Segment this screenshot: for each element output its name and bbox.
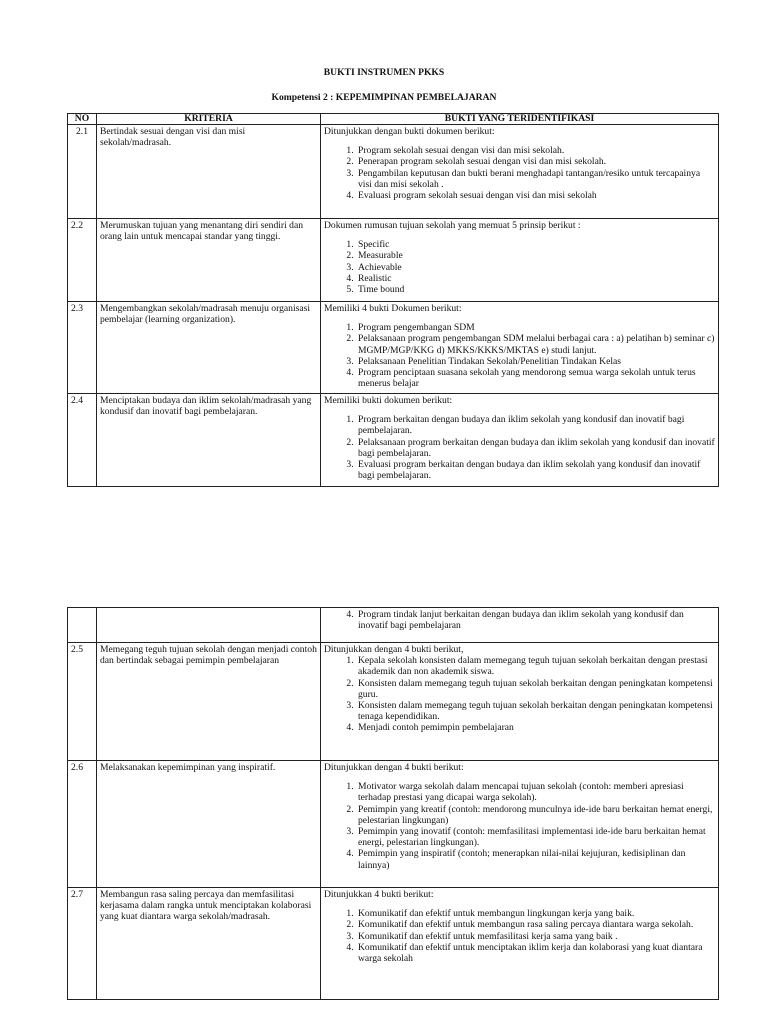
evidence-item: 1. Motivator warga sekolah dalam mencapai tujuan sekolah (contoh: memberi apresiasi terhadap prestasi yang dicapai warga sekolah).: [356, 781, 715, 803]
evidence-item: 4. Realistic: [356, 273, 715, 284]
table-header-row: [68, 114, 719, 125]
evidence-intro: Memiliki 4 bukti Dokumen berikut:: [324, 303, 462, 314]
row-criteria: Melaksanakan kepemimpinan yang inspiratif.: [97, 761, 321, 888]
evidence-item: 3. Komunikatif dan efektif untuk memfasilitasi kerja sama yang baik .: [356, 931, 715, 942]
evidence-item: 4. Program penciptaan suasana sekolah yang mendorong semua warga sekolah untuk terus menerus belajar: [356, 367, 715, 389]
table-row: [68, 888, 719, 1000]
evidence-item: 1. Kepala sekolah konsisten dalam memegang teguh tujuan sekolah berkaitan dengan prestasi akademik dan non akademik siswa.: [356, 655, 715, 677]
row-number: 2.1: [68, 125, 97, 219]
table-row: [68, 643, 719, 761]
continued-list: [324, 609, 715, 631]
row-criteria: Merumuskan tujuan yang menantang diri sendiri dan orang lain untuk mencapai standar yang tinggi.: [97, 219, 321, 302]
evidence-intro: Memiliki bukti dokumen berikut:: [324, 395, 453, 406]
row-criteria: Membangun rasa saling percaya dan memfasilitasi kerjasama dalam rangka untuk menciptakan kolaborasi yang kuat diantara warga sekolah/madrasah.: [97, 888, 321, 1000]
evidence-item: 1. Komunikatif dan efektif untuk membangun lingkungan kerja yang baik.: [356, 908, 715, 919]
evidence-intro: Ditunjukkan 4 bukti berikut:: [324, 889, 434, 900]
row-criteria: Memegang teguh tujuan sekolah dengan menjadi contoh dan bertindak sebagai pemimpin pembelajaran: [97, 643, 321, 761]
row-number: 2.6: [68, 761, 97, 888]
row-number: [68, 608, 97, 643]
row-number: 2.7: [68, 888, 97, 1000]
row-evidence: [321, 394, 719, 487]
evidence-item: 2. Pelaksanaan program pengembangan SDM melalui berbagai cara : a) pelatihan b) seminar c) MGMP/MGP/KKG d) MKKS/KKKS/MKTAS e) studi lanjut.: [356, 333, 715, 355]
evidence-intro: Dokumen rumusan tujuan sekolah yang memuat 5 prinsip berikut :: [324, 220, 581, 231]
evidence-item: 3. Pemimpin yang inovatif (contoh: memfasilitasi implementasi ide-ide baru berkaitan hemat energi, pelestarian lingkungan).: [356, 826, 715, 848]
criteria-table: [67, 113, 719, 487]
row-number: 2.4: [68, 394, 97, 487]
header-no: NO: [68, 114, 97, 125]
evidence-item: 3. Pelaksanaan Penelitian Tindakan Sekolah/Penelitian Tindakan Kelas: [356, 356, 715, 367]
evidence-item: 5. Time bound: [356, 284, 715, 295]
row-criteria: Mengembangkan sekolah/madrasah menuju organisasi pembelajar (learning organization).: [97, 302, 321, 394]
evidence-item: 1. Program berkaitan dengan budaya dan iklim sekolah yang kondusif dan inovatif bagi pembelajaran.: [356, 414, 715, 436]
document-title: BUKTI INSTRUMEN PKKS: [323, 67, 445, 78]
evidence-item: 1. Specific: [356, 239, 715, 250]
evidence-item: 3. Evaluasi program berkaitan dengan budaya dan iklim sekolah yang kondusif dan inovatif bagi pembelajaran.: [356, 459, 715, 481]
evidence-item: 4. Pemimpin yang inspiratif (contoh; menerapkan nilai-nilai kejujuran, kedisiplinan dan lainnya): [356, 848, 715, 870]
header-kriteria: KRITERIA: [97, 114, 321, 125]
row-evidence: [321, 643, 719, 761]
evidence-item: 3. Konsisten dalam memegang teguh tujuan sekolah berkaitan dengan peningkatan kompetensi tenaga kependidikan.: [356, 700, 715, 722]
table-row: [68, 302, 719, 394]
row-evidence: [321, 761, 719, 888]
evidence-intro: Ditunjukkan dengan 4 bukti berikut,: [324, 644, 464, 655]
evidence-item: 4. Menjadi contoh pemimpin pembelajaran: [356, 722, 715, 733]
evidence-item: 2. Measurable: [356, 250, 715, 261]
evidence-item: 2. Pemimpin yang kreatif (contoh: mendorong munculnya ide-ide baru berkaitan hemat energi, pelestarian lingkungan): [356, 804, 715, 826]
row-number: 2.3: [68, 302, 97, 394]
row-evidence: [321, 219, 719, 302]
document-subtitle: Kompetensi 2 : KEPEMIMPINAN PEMBELAJARAN: [271, 92, 497, 103]
row-criteria: [97, 608, 321, 643]
evidence-item: 2. Konsisten dalam memegang teguh tujuan sekolah berkaitan dengan peningkatan kompetensi guru.: [356, 678, 715, 700]
criteria-table-continued: [67, 607, 719, 1000]
evidence-item: 2. Pelaksanaan program berkaitan dengan budaya dan iklim sekolah yang kondusif dan inovatif bagi pembelajaran.: [356, 437, 715, 459]
evidence-intro: Ditunjukkan dengan bukti dokumen berikut:: [324, 126, 495, 137]
row-criteria: Bertindak sesuai dengan visi dan misi sekolah/madrasah.: [97, 125, 321, 219]
header-bukti: BUKTI YANG TERIDENTIFIKASI: [321, 114, 719, 125]
table-row: [68, 608, 719, 643]
table-row: [68, 761, 719, 888]
evidence-item: 4. Komunikatif dan efektif untuk menciptakan iklim kerja dan kolaborasi yang kuat diantara warga sekolah: [356, 942, 715, 964]
evidence-item: 4. Program tindak lanjut berkaitan dengan budaya dan iklim sekolah yang kondusif dan inovatif bagi pembelajaran: [356, 609, 715, 631]
evidence-item: 2. Penerapan program sekolah sesuai dengan visi dan misi sekolah.: [356, 156, 715, 167]
row-evidence: [321, 608, 719, 643]
row-number: 2.5: [68, 643, 97, 761]
table-row: [68, 394, 719, 487]
evidence-item: 4. Evaluasi program sekolah sesuai dengan visi dan misi sekolah: [356, 190, 715, 201]
evidence-intro: Ditunjukkan dengan 4 bukti berikut:: [324, 762, 464, 773]
evidence-item: 1. Program sekolah sesuai dengan visi dan misi sekolah.: [356, 145, 715, 156]
row-number: 2.2: [68, 219, 97, 302]
row-evidence: [321, 888, 719, 1000]
evidence-item: 3. Achievable: [356, 262, 715, 273]
evidence-item: 3. Pengambilan keputusan dan bukti berani menghadapi tantangan/resiko untuk tercapainya visi dan misi sekolah .: [356, 168, 715, 190]
table-row: [68, 219, 719, 302]
evidence-item: 2. Komunikatif dan efektif untuk membangun rasa saling percaya diantara warga sekolah.: [356, 919, 715, 930]
evidence-item: 1. Program pengembangan SDM: [356, 322, 715, 333]
row-criteria: Menciptakan budaya dan iklim sekolah/madrasah yang kondusif dan inovatif bagi pembelajaran.: [97, 394, 321, 487]
row-evidence: [321, 302, 719, 394]
table-row: [68, 125, 719, 219]
row-evidence: [321, 125, 719, 219]
